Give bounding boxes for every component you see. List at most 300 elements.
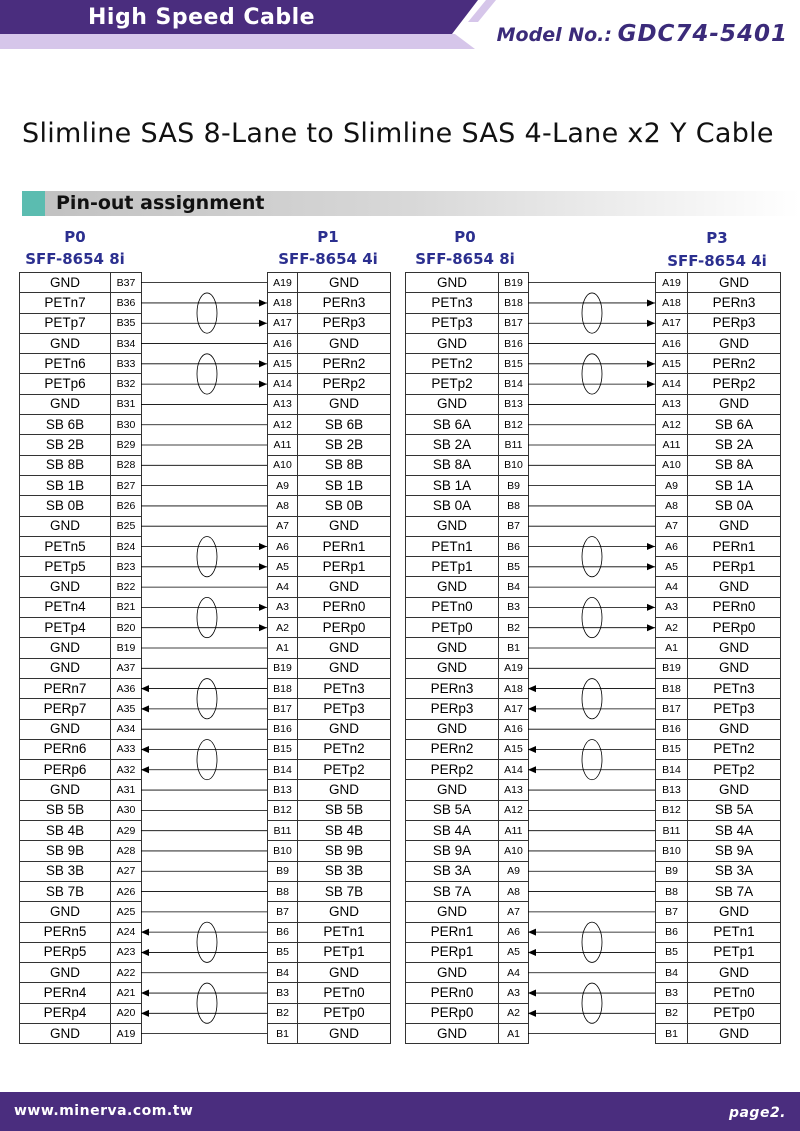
signal-name: SB 7A	[688, 881, 781, 901]
pin-number: B29	[111, 435, 142, 455]
pin-number: A13	[268, 394, 298, 414]
signal-name: PERn1	[298, 536, 391, 556]
pin-number: B4	[268, 963, 298, 983]
signal-name: GND	[688, 658, 781, 678]
signal-name: SB 9B	[20, 841, 111, 861]
twisted-pair-marker	[582, 597, 602, 637]
pin-number: A6	[268, 536, 298, 556]
signal-name: PETp0	[298, 1003, 391, 1023]
signal-name: SB 2A	[688, 435, 781, 455]
signal-name: PERp1	[298, 557, 391, 577]
arrow-right-icon	[647, 299, 655, 306]
signal-name: PERp2	[406, 760, 499, 780]
signal-name: SB 6A	[406, 415, 499, 435]
signal-name: SB 8B	[298, 455, 391, 475]
pin-number: B23	[111, 557, 142, 577]
signal-name: SB 8A	[406, 455, 499, 475]
arrow-left-icon	[141, 746, 149, 753]
pin-number: B8	[499, 496, 529, 516]
signal-name: PERn5	[20, 922, 111, 942]
pin-number: A19	[499, 658, 529, 678]
signal-name: GND	[20, 902, 111, 922]
signal-name: SB 8A	[688, 455, 781, 475]
arrow-right-icon	[647, 604, 655, 611]
signal-name: PERn0	[298, 597, 391, 617]
model-value: GDC74-5401	[617, 21, 788, 47]
pin-number: A32	[111, 760, 142, 780]
arrow-left-icon	[528, 990, 536, 997]
arrow-left-icon	[141, 705, 149, 712]
signal-name: GND	[688, 902, 781, 922]
arrow-right-icon	[259, 381, 267, 388]
pin-number: A1	[499, 1023, 529, 1043]
pin-number: A6	[656, 536, 688, 556]
signal-name: GND	[298, 394, 391, 414]
pin-number: B17	[268, 699, 298, 719]
pin-number: A9	[268, 475, 298, 495]
right-p3-port: P3	[706, 229, 728, 247]
left-p0-port: P0	[64, 228, 86, 246]
signal-name: SB 9A	[688, 841, 781, 861]
signal-name: PETn0	[298, 983, 391, 1003]
signal-name: GND	[688, 719, 781, 739]
signal-name: PETn2	[406, 354, 499, 374]
pin-number: B36	[111, 293, 142, 313]
signal-name: PERn3	[298, 293, 391, 313]
signal-name: SB 0B	[20, 496, 111, 516]
twisted-pair-marker	[582, 983, 602, 1023]
pin-number: A34	[111, 719, 142, 739]
pin-number: B12	[499, 415, 529, 435]
signal-name: PETp1	[688, 942, 781, 962]
signal-name: GND	[406, 394, 499, 414]
pin-number: A2	[656, 618, 688, 638]
signal-name: PETn0	[406, 597, 499, 617]
pin-number: A16	[499, 719, 529, 739]
signal-name: PETp1	[298, 942, 391, 962]
arrow-left-icon	[141, 685, 149, 692]
signal-name: SB 1A	[688, 475, 781, 495]
pin-number: A16	[656, 333, 688, 353]
pin-number: A13	[499, 780, 529, 800]
right-p0-type: SFF-8654 8i	[415, 250, 515, 268]
pin-number: B9	[268, 861, 298, 881]
pin-number: B2	[656, 1003, 688, 1023]
signal-name: PETp0	[688, 1003, 781, 1023]
pin-number: A31	[111, 780, 142, 800]
pin-number: A5	[656, 557, 688, 577]
arrow-right-icon	[647, 543, 655, 550]
signal-name: GND	[298, 780, 391, 800]
signal-name: PERn2	[688, 354, 781, 374]
signal-name: GND	[688, 516, 781, 536]
signal-name: SB 3A	[688, 861, 781, 881]
pin-number: A1	[656, 638, 688, 658]
signal-name: PETp3	[406, 313, 499, 333]
pin-number: A3	[656, 597, 688, 617]
pin-number: A3	[499, 983, 529, 1003]
signal-name: PERn2	[406, 739, 499, 759]
pin-number: A8	[499, 881, 529, 901]
arrow-right-icon	[259, 360, 267, 367]
arrow-right-icon	[647, 624, 655, 631]
signal-name: PETp2	[298, 760, 391, 780]
signal-name: PETn7	[20, 293, 111, 313]
signal-name: GND	[20, 638, 111, 658]
signal-name: GND	[298, 902, 391, 922]
pin-number: B5	[499, 557, 529, 577]
pin-number: B2	[499, 618, 529, 638]
arrow-left-icon	[528, 929, 536, 936]
footer-url: www.minerva.com.tw	[14, 1103, 194, 1119]
pin-number: B6	[268, 922, 298, 942]
signal-name: GND	[406, 577, 499, 597]
pin-number: B34	[111, 333, 142, 353]
signal-name: GND	[298, 333, 391, 353]
pin-number: A4	[499, 963, 529, 983]
pin-number: A4	[268, 577, 298, 597]
pin-number: A29	[111, 821, 142, 841]
pin-number: B8	[656, 881, 688, 901]
signal-name: GND	[406, 273, 499, 293]
pin-number: B10	[268, 841, 298, 861]
signal-name: GND	[688, 394, 781, 414]
arrow-right-icon	[647, 381, 655, 388]
signal-name: PERn3	[406, 678, 499, 698]
pin-number: A18	[268, 293, 298, 313]
signal-name: PETp2	[688, 760, 781, 780]
arrow-left-icon	[528, 685, 536, 692]
model-label: Model No.:	[496, 24, 612, 46]
arrow-left-icon	[141, 990, 149, 997]
pin-number: B13	[499, 394, 529, 414]
pin-number: B9	[499, 475, 529, 495]
signal-name: SB 1A	[406, 475, 499, 495]
pin-number: A4	[656, 577, 688, 597]
pin-number: A8	[656, 496, 688, 516]
signal-name: SB 5B	[298, 800, 391, 820]
signal-name: GND	[688, 780, 781, 800]
signal-name: SB 0A	[688, 496, 781, 516]
pin-number: A9	[656, 475, 688, 495]
signal-name: PETn4	[20, 597, 111, 617]
pin-number: B33	[111, 354, 142, 374]
pin-number: A10	[268, 455, 298, 475]
signal-name: GND	[298, 719, 391, 739]
pin-number: A15	[656, 354, 688, 374]
signal-name: GND	[406, 902, 499, 922]
signal-name: SB 5B	[20, 800, 111, 820]
signal-name: SB 6B	[298, 415, 391, 435]
pin-number: B5	[656, 942, 688, 962]
arrow-left-icon	[141, 929, 149, 936]
pin-number: A2	[268, 618, 298, 638]
signal-name: PERp3	[688, 313, 781, 333]
signal-name: PERp7	[20, 699, 111, 719]
signal-name: GND	[406, 638, 499, 658]
pin-number: A17	[656, 313, 688, 333]
pin-number: A12	[268, 415, 298, 435]
signal-name: SB 3B	[20, 861, 111, 881]
signal-name: PERn7	[20, 678, 111, 698]
pin-number: A23	[111, 942, 142, 962]
pin-number: B26	[111, 496, 142, 516]
signal-name: GND	[406, 658, 499, 678]
pin-number: A11	[268, 435, 298, 455]
pin-number: A14	[499, 760, 529, 780]
pin-number: B21	[111, 597, 142, 617]
pin-number: B19	[268, 658, 298, 678]
signal-name: GND	[406, 333, 499, 353]
pin-number: A2	[499, 1003, 529, 1023]
signal-name: PETn1	[406, 536, 499, 556]
pin-number: B14	[268, 760, 298, 780]
pin-number: A20	[111, 1003, 142, 1023]
pin-number: A33	[111, 739, 142, 759]
twisted-pair-marker	[582, 679, 602, 719]
right-p3-type: SFF-8654 4i	[667, 252, 767, 270]
signal-name: SB 2B	[298, 435, 391, 455]
twisted-pair-marker	[582, 537, 602, 577]
signal-name: PERp4	[20, 1003, 111, 1023]
pin-number: A14	[268, 374, 298, 394]
signal-name: GND	[20, 719, 111, 739]
pin-number: B4	[499, 577, 529, 597]
signal-name: SB 4B	[298, 821, 391, 841]
signal-name: SB 4B	[20, 821, 111, 841]
pin-number: B1	[656, 1023, 688, 1043]
arrow-left-icon	[528, 949, 536, 956]
signal-name: PETp0	[406, 618, 499, 638]
signal-name: SB 9B	[298, 841, 391, 861]
pin-number: B3	[656, 983, 688, 1003]
pin-number: B1	[499, 638, 529, 658]
pin-number: B11	[656, 821, 688, 841]
pin-number: B20	[111, 618, 142, 638]
left-p1-type: SFF-8654 4i	[278, 250, 378, 268]
signal-name: SB 6A	[688, 415, 781, 435]
signal-name: PETn3	[688, 678, 781, 698]
signal-name: PETp1	[406, 557, 499, 577]
signal-name: PERn1	[688, 536, 781, 556]
twisted-pair-marker	[582, 293, 602, 333]
pin-number: B24	[111, 536, 142, 556]
signal-name: PETn5	[20, 536, 111, 556]
pin-number: B15	[656, 739, 688, 759]
pin-number: A35	[111, 699, 142, 719]
pin-number: A3	[268, 597, 298, 617]
arrow-left-icon	[528, 746, 536, 753]
signal-name: GND	[406, 516, 499, 536]
signal-name: PERp6	[20, 760, 111, 780]
left-p1-port: P1	[317, 228, 339, 246]
signal-name: SB 7B	[20, 881, 111, 901]
twisted-pair-marker	[582, 354, 602, 394]
pin-number: B6	[499, 536, 529, 556]
twisted-pair-marker	[197, 537, 217, 577]
pin-number: A27	[111, 861, 142, 881]
signal-name: PETp2	[406, 374, 499, 394]
pin-number: B16	[499, 333, 529, 353]
pin-number: B5	[268, 942, 298, 962]
arrow-left-icon	[141, 949, 149, 956]
signal-name: PERp0	[688, 618, 781, 638]
signal-name: SB 5A	[688, 800, 781, 820]
pin-number: A10	[656, 455, 688, 475]
arrow-left-icon	[528, 705, 536, 712]
pin-number: A5	[499, 942, 529, 962]
pin-number: B8	[268, 881, 298, 901]
signal-name: PERp1	[688, 557, 781, 577]
arrow-right-icon	[647, 320, 655, 327]
pin-number: B2	[268, 1003, 298, 1023]
arrow-left-icon	[528, 1010, 536, 1017]
signal-name: PETn2	[298, 739, 391, 759]
signal-name: PETn0	[688, 983, 781, 1003]
signal-name: GND	[20, 780, 111, 800]
pin-number: B18	[268, 678, 298, 698]
pin-number: B10	[499, 455, 529, 475]
signal-name: SB 2B	[20, 435, 111, 455]
twisted-pair-marker	[582, 739, 602, 779]
pin-number: B12	[268, 800, 298, 820]
twisted-pair-marker	[197, 354, 217, 394]
pin-number: B19	[499, 273, 529, 293]
pin-number: B12	[656, 800, 688, 820]
pin-number: B9	[656, 861, 688, 881]
pin-number: B7	[499, 516, 529, 536]
arrow-right-icon	[259, 563, 267, 570]
pin-number: A25	[111, 902, 142, 922]
signal-name: SB 4A	[406, 821, 499, 841]
twisted-pair-marker	[582, 922, 602, 962]
signal-name: PETn1	[688, 922, 781, 942]
signal-name: SB 7A	[406, 881, 499, 901]
pin-number: B14	[656, 760, 688, 780]
pin-number: A10	[499, 841, 529, 861]
twisted-pair-marker	[197, 983, 217, 1023]
signal-name: PERp0	[406, 1003, 499, 1023]
signal-name: SB 6B	[20, 415, 111, 435]
arrow-right-icon	[647, 563, 655, 570]
pin-number: B3	[268, 983, 298, 1003]
pin-number: A30	[111, 800, 142, 820]
pin-number: A1	[268, 638, 298, 658]
signal-name: PETn1	[298, 922, 391, 942]
pin-number: B11	[268, 821, 298, 841]
pin-number: B18	[499, 293, 529, 313]
signal-name: SB 8B	[20, 455, 111, 475]
pin-number: A17	[499, 699, 529, 719]
signal-name: GND	[298, 1023, 391, 1043]
arrow-left-icon	[141, 766, 149, 773]
pin-number: A6	[499, 922, 529, 942]
signal-name: SB 0A	[406, 496, 499, 516]
signal-name: PERn1	[406, 922, 499, 942]
category-title: High Speed Cable	[88, 5, 316, 30]
arrow-right-icon	[259, 624, 267, 631]
pin-number: B22	[111, 577, 142, 597]
twisted-pair-marker	[197, 679, 217, 719]
signal-name: GND	[20, 658, 111, 678]
pin-number: B7	[656, 902, 688, 922]
pin-number: A12	[499, 800, 529, 820]
signal-name: PERn0	[688, 597, 781, 617]
signal-name: GND	[406, 963, 499, 983]
pin-number: A19	[111, 1023, 142, 1043]
pin-number: B3	[499, 597, 529, 617]
signal-name: GND	[20, 577, 111, 597]
pin-number: A14	[656, 374, 688, 394]
pin-number: A16	[268, 333, 298, 353]
pin-number: A19	[656, 273, 688, 293]
section-title: Pin-out assignment	[56, 192, 265, 214]
pin-number: B4	[656, 963, 688, 983]
pin-number: B15	[499, 354, 529, 374]
arrow-right-icon	[259, 299, 267, 306]
pin-number: A18	[656, 293, 688, 313]
pin-number: A15	[499, 739, 529, 759]
signal-name: PERp3	[298, 313, 391, 333]
signal-name: GND	[298, 273, 391, 293]
signal-name: GND	[406, 780, 499, 800]
signal-name: SB 5A	[406, 800, 499, 820]
pin-number: B31	[111, 394, 142, 414]
left-p0-type: SFF-8654 8i	[25, 250, 125, 268]
signal-name: PETn3	[406, 293, 499, 313]
signal-name: SB 4A	[688, 821, 781, 841]
pin-number: A13	[656, 394, 688, 414]
pin-number: B15	[268, 739, 298, 759]
pin-number: A36	[111, 678, 142, 698]
signal-name: PERp5	[20, 942, 111, 962]
pin-number: B7	[268, 902, 298, 922]
pin-number: A15	[268, 354, 298, 374]
pin-number: B17	[499, 313, 529, 333]
signal-name: GND	[688, 1023, 781, 1043]
pin-number: B14	[499, 374, 529, 394]
signal-name: GND	[298, 516, 391, 536]
signal-name: PETp3	[688, 699, 781, 719]
signal-name: SB 9A	[406, 841, 499, 861]
signal-name: PERn0	[406, 983, 499, 1003]
signal-name: GND	[688, 638, 781, 658]
pin-number: A11	[656, 435, 688, 455]
pin-number: B35	[111, 313, 142, 333]
signal-name: PERp3	[406, 699, 499, 719]
signal-name: GND	[688, 577, 781, 597]
twisted-pair-marker	[197, 597, 217, 637]
twisted-pair-marker	[197, 739, 217, 779]
pin-number: A19	[268, 273, 298, 293]
signal-name: GND	[20, 516, 111, 536]
signal-name: GND	[298, 577, 391, 597]
pin-number: A18	[499, 678, 529, 698]
pin-number: B37	[111, 273, 142, 293]
signal-name: GND	[298, 963, 391, 983]
twisted-pair-marker	[197, 922, 217, 962]
pin-number: A12	[656, 415, 688, 435]
pin-number: B18	[656, 678, 688, 698]
arrow-left-icon	[528, 766, 536, 773]
signal-name: PERp1	[406, 942, 499, 962]
signal-name: PETp5	[20, 557, 111, 577]
signal-name: GND	[20, 1023, 111, 1043]
arrow-right-icon	[647, 360, 655, 367]
pin-number: B16	[656, 719, 688, 739]
signal-name: PETn3	[298, 678, 391, 698]
signal-name: GND	[298, 638, 391, 658]
